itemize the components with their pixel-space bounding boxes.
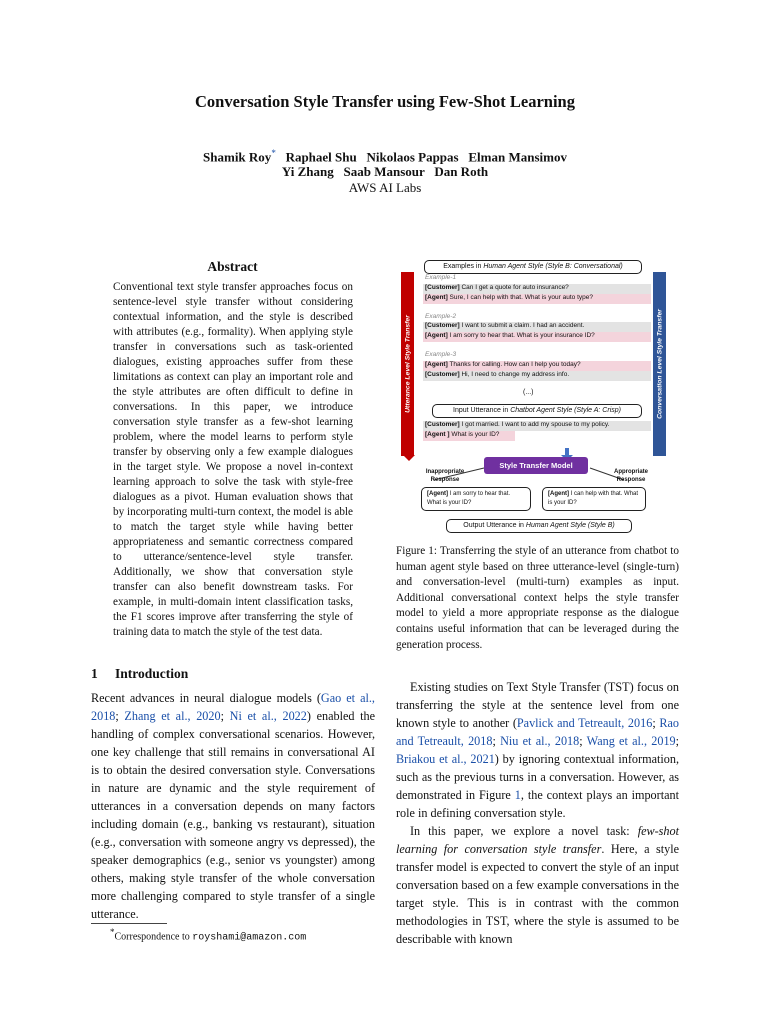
- author-name: Nikolaos Pappas: [366, 149, 459, 165]
- speaker-tag: [Agent]: [427, 491, 448, 497]
- output-header-text: [463, 522, 615, 529]
- utterance-text: I want to submit a claim. I had an accident.: [459, 322, 585, 329]
- ellipsis: (...): [523, 389, 534, 396]
- footnote-email: royshami@amazon.com: [192, 932, 307, 944]
- header-style: Human Agent Style (Style B: Conversational): [483, 263, 623, 270]
- input-line: [423, 431, 515, 441]
- examples-header-text: [443, 263, 623, 270]
- affiliation: AWS AI Labs: [348, 180, 422, 195]
- header-prefix: Examples in: [443, 263, 484, 270]
- intro-paragraph-1: [91, 689, 375, 923]
- paragraph-text: ;: [675, 734, 680, 748]
- footnote: [110, 927, 306, 943]
- citation-link[interactable]: Ni et al., 2022: [229, 709, 307, 723]
- paragraph-text: ;: [652, 716, 660, 730]
- blue-arrow-shaft: [565, 448, 569, 456]
- paragraph-text: ;: [492, 734, 501, 748]
- speaker-tag: [Customer]: [425, 371, 460, 378]
- intro-paragraph-3: [396, 822, 679, 948]
- dialogue-line: [423, 332, 651, 342]
- speaker-tag: [Agent]: [548, 491, 569, 497]
- example-label: Example-2: [425, 313, 457, 320]
- citation-link[interactable]: Zhang et al., 2020: [124, 709, 221, 723]
- input-line: [423, 421, 651, 431]
- utterance-text: What is your ID?: [449, 431, 500, 438]
- speaker-tag: [Customer]: [425, 322, 460, 329]
- paragraph-text: , the context plays an important role in defining conversation style.: [396, 788, 679, 820]
- section-number: 1: [91, 666, 98, 681]
- intro-left-column: [91, 689, 375, 923]
- author-name: Dan Roth: [434, 164, 489, 179]
- utterance-text: I can help with that. What is your ID?: [548, 491, 639, 506]
- intro-paragraph-2: [396, 678, 679, 822]
- utterance-text: I am sorry to hear that. What is your ID?: [427, 491, 511, 506]
- paper-title: Conversation Style Transfer using Few-Shot Learning: [195, 92, 575, 111]
- dialogue-line: [423, 322, 651, 332]
- speaker-tag: [Agent]: [425, 332, 448, 339]
- red-arrow-head: [403, 455, 415, 461]
- utterance-text: Sure, I can help with that. What is your auto type?: [447, 294, 593, 301]
- correspondence-mark: *: [271, 148, 276, 158]
- citation-link[interactable]: Briakou et al., 2021: [396, 752, 495, 766]
- utterance-text: I got married. I want to add my spouse to my policy.: [459, 421, 610, 428]
- citation-link[interactable]: Niu et al., 2018: [500, 734, 580, 748]
- speaker-tag: [Agent ]: [425, 431, 450, 438]
- figure-caption: Figure 1: Transferring the style of an utterance from chatbot to human agent style based on three utterance-level (single-turn) and conversation-level (multi-turn) examples as input. Additional conversational context helps the style transfer model to yield a more appropriate response as the dialogue contains useful information that can be leveraged during the generation process.: [396, 545, 679, 651]
- inappropriate-response: [421, 487, 531, 511]
- utterance-text: I am sorry to hear that. What is your insurance ID?: [447, 332, 595, 339]
- footnote-mark: *: [110, 927, 115, 937]
- speaker-tag: [Customer]: [425, 284, 460, 291]
- dialogue-line: [423, 294, 651, 304]
- dialogue-line: [423, 284, 651, 294]
- output-header: [446, 519, 632, 533]
- utterance-level-bar: [401, 272, 414, 456]
- paragraph-text: ) by ignoring contextual information, such as the previous turns in a conversation. However, as demonstrated in Figure: [396, 752, 679, 802]
- red-arrow-shaft: [407, 448, 411, 456]
- author-line-2: [0, 164, 770, 180]
- section-title: Introduction: [115, 666, 189, 681]
- footnote-divider: [91, 923, 167, 924]
- appropriate-label: Appropriate Response: [613, 469, 648, 483]
- utterance-text: Hi, I need to change my address info.: [459, 371, 570, 378]
- input-header: [432, 404, 642, 418]
- abstract-heading: Abstract: [207, 259, 258, 274]
- conversation-level-bar: [653, 272, 666, 456]
- citation-link[interactable]: 1: [514, 788, 521, 802]
- paragraph-text: Recent advances in neural dialogue models (: [91, 691, 321, 705]
- paragraph-text: Existing studies on Text Style Transfer (TST) focus on transferring the style at the sentence level from one known style to another (: [396, 680, 679, 730]
- input-header-text: [453, 407, 621, 414]
- dialogue-line: [423, 361, 651, 371]
- speaker-tag: [Agent]: [425, 294, 448, 301]
- paragraph-text: few-shot learning for conversation style transfer: [396, 824, 679, 856]
- paragraph-text: ;: [220, 709, 230, 723]
- paragraph-text: ;: [115, 709, 125, 723]
- intro-right-column: [396, 678, 679, 948]
- header-prefix: Input Utterance in: [453, 407, 511, 414]
- author-name: Yi Zhang: [281, 164, 334, 179]
- inappropriate-label: Inappropriate Response: [425, 469, 465, 483]
- utterance-text: Thanks for calling. How can I help you today?: [447, 361, 581, 368]
- header-prefix: Output Utterance in: [463, 522, 526, 529]
- author-name: Shamik Roy: [203, 149, 272, 165]
- style-transfer-model: Style Transfer Model: [484, 457, 588, 474]
- author-name: Elman Mansimov: [468, 149, 567, 165]
- conversation-level-label: Conversation Level Style Transfer: [656, 309, 663, 419]
- paragraph-text: In this paper, we explore a novel task:: [410, 824, 638, 838]
- speaker-tag: [Agent]: [425, 361, 448, 368]
- citation-link[interactable]: Gao et al., 2018: [91, 691, 375, 723]
- paragraph-text: . Here, a style transfer model is expected to convert the style of an input conversation based on a few example conversations in the target style. This is in contrast with the common methodologies in TST, where the style is assumed to be describable with known: [396, 842, 679, 946]
- example-label: Example-1: [425, 274, 457, 281]
- speaker-tag: [Customer]: [425, 421, 460, 428]
- section-heading: [91, 666, 188, 682]
- appropriate-response: [542, 487, 646, 511]
- author-line-1: [0, 148, 770, 165]
- paragraph-text: ) enabled the handling of complex conversational scenarios. However, one key challenge that still remains in conversational AI is to obtain the desired conversation style. Conversations in nature are dynamic and the style requirement of utterances in a conversation depends on many factors including domain (e.g., banking vs restaurant), situation (e.g., conversation with someone angry vs depressed), the speaker demographics (e.g., senior vs youngster) among others, making style transfer of the whole conversation more challenging compared to style transfer of a single utterance.: [91, 709, 376, 921]
- example-label: Example-3: [425, 351, 457, 358]
- author-name: Raphael Shu: [285, 149, 357, 165]
- header-style: Chatbot Agent Style (Style A: Crisp): [510, 407, 621, 414]
- header-style: Human Agent Style (Style B): [525, 522, 615, 529]
- author-name: Saab Mansour: [343, 164, 425, 179]
- abstract-text: Conventional text style transfer approaches focus on sentence-level style transfer without considering contextual information, and the style is described with attributes (e.g., formality). When applying style transfer in conversations such as task-oriented dialogues, existing approaches suffer from these limitations as context can play an important role and the style attributes are often difficult to define in conversations. In this paper, we introduce conversation style transfer as a few-shot learning problem, where the model learns to perform style transfer by observing only a few example dialogues in the target style. We propose a novel in-context learning approach to solve the task with style-free dialogues as a pivot. Human evaluation shows that by incorporating multi-turn context, the model is able to match the target style while having better appropriateness and semantic correctness compared to utterance/sentence-level style transfer. Additionally, we show that conversation style transfer can also benefit downstream tasks. For example, in multi-domain intent classification tasks, the F1 scores improve after transferring the style of training data to match the style of the test data.: [113, 281, 353, 638]
- utterance-level-label: Utterance Level Style Transfer: [404, 315, 411, 413]
- footnote-text: Correspondence to: [114, 931, 193, 943]
- utterance-text: Can I get a quote for auto insurance?: [459, 284, 569, 291]
- citation-link[interactable]: Rao and Tetreault, 2018: [396, 716, 679, 748]
- examples-header: [424, 260, 642, 274]
- citation-link[interactable]: Pavlick and Tetreault, 2016: [516, 716, 653, 730]
- paragraph-text: ;: [579, 734, 587, 748]
- citation-link[interactable]: Wang et al., 2019: [586, 734, 676, 748]
- dialogue-line: [423, 371, 651, 381]
